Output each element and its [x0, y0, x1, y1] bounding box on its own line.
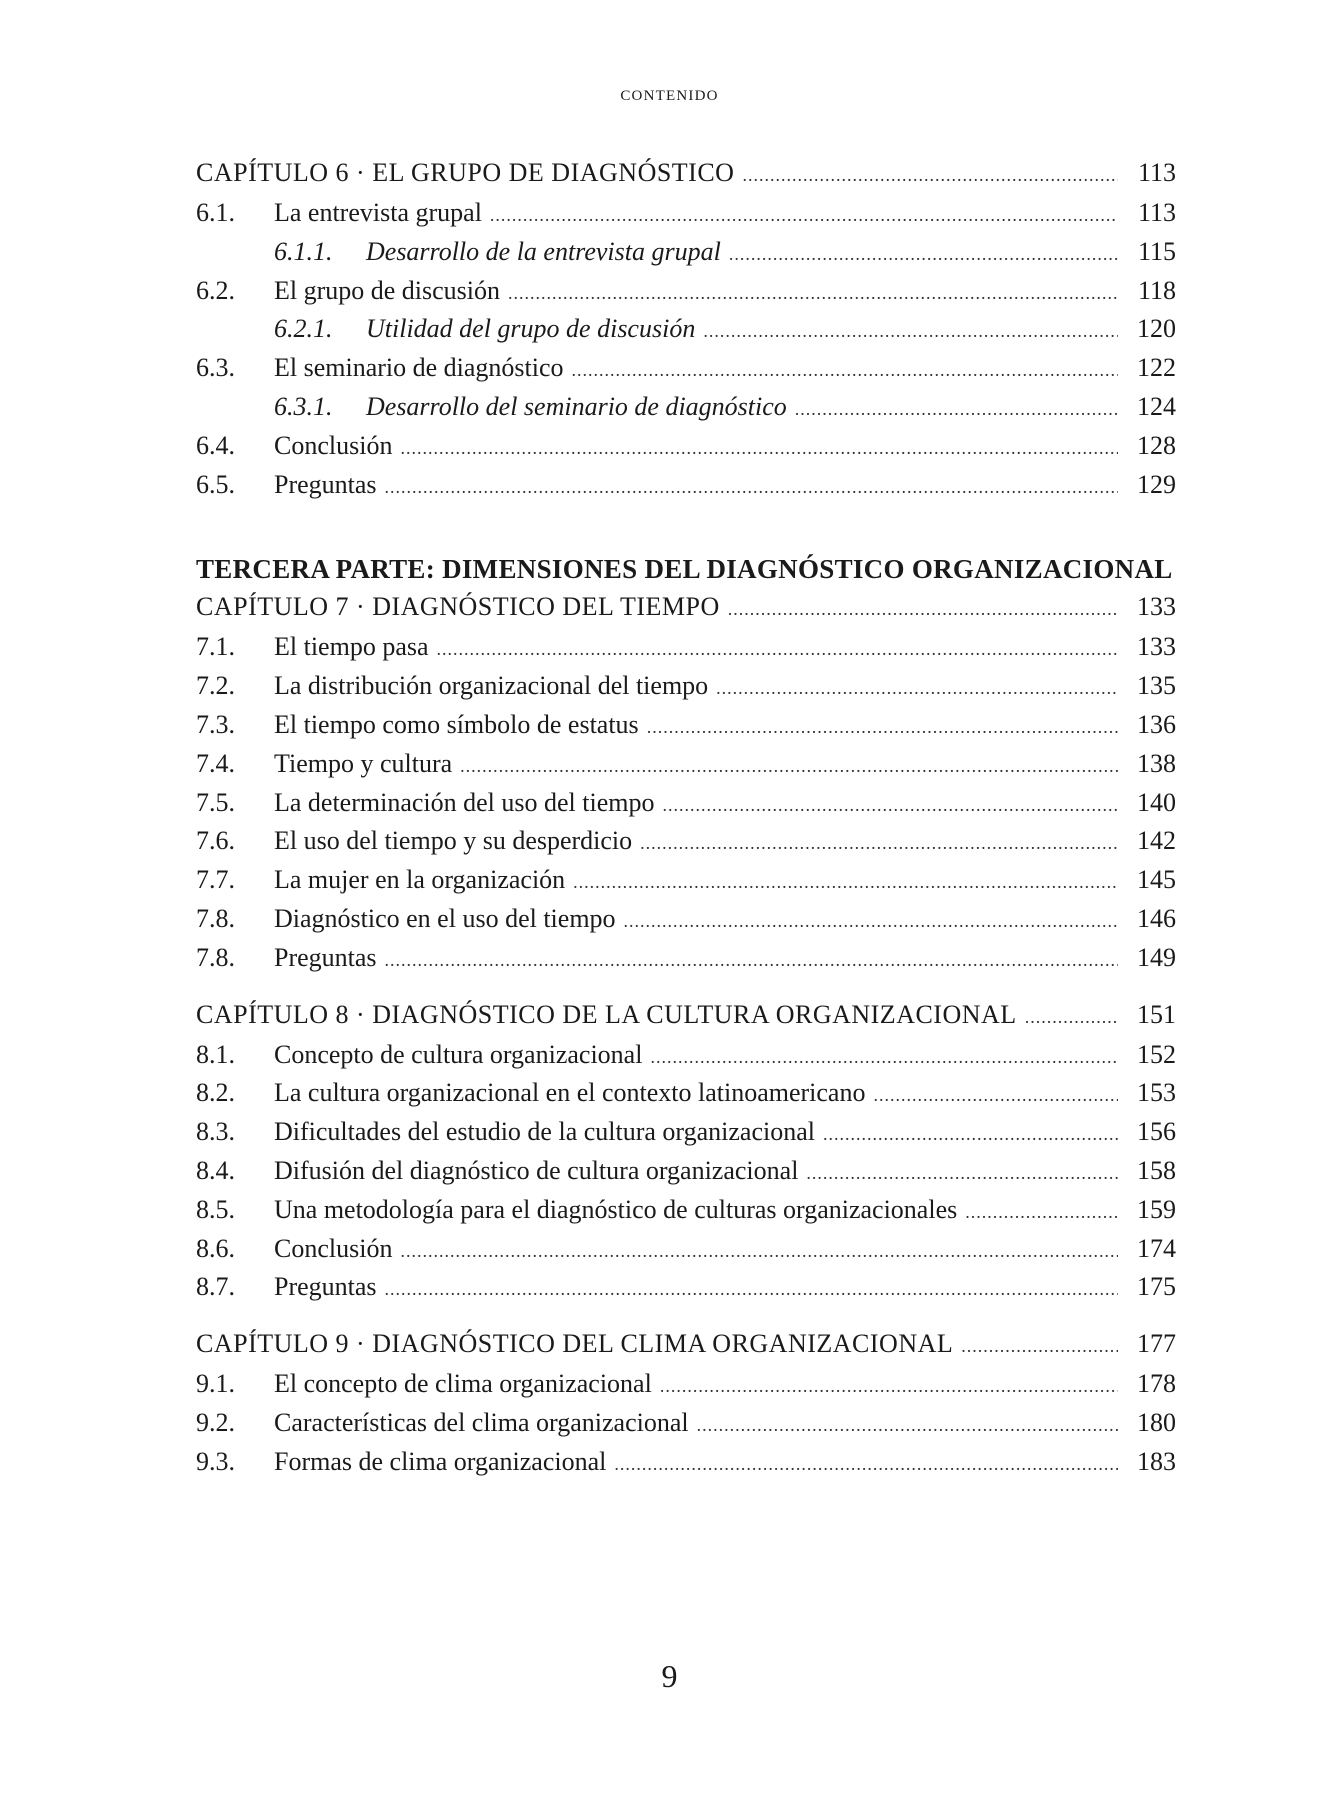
dot-leader	[728, 599, 1118, 620]
chapter-title: CAPÍTULO 8 · DIAGNÓSTICO DE LA CULTURA ORGANIZACIONAL	[196, 999, 1017, 1029]
entry-title: Preguntas	[274, 1272, 377, 1302]
page-number: 136	[1137, 709, 1176, 739]
page-number: 175	[1137, 1272, 1176, 1302]
page-number: 156	[1137, 1117, 1176, 1147]
section-gap	[196, 982, 1176, 1000]
entry-number: 7.3.	[196, 709, 235, 739]
page-number: 122	[1137, 353, 1176, 383]
dot-leader	[640, 833, 1118, 854]
page-number: 153	[1137, 1078, 1176, 1108]
page-number: 151	[1137, 999, 1176, 1029]
toc-entry[interactable]	[196, 632, 1176, 671]
entry-number: 7.6.	[196, 826, 235, 856]
chapter-7-heading[interactable]	[196, 592, 1176, 632]
dot-leader	[823, 1124, 1118, 1145]
dot-leader	[716, 678, 1118, 699]
entry-title: Difusión del diagnóstico de cultura organizacional	[274, 1155, 799, 1185]
running-head: CONTENIDO	[620, 88, 719, 104]
dot-leader	[873, 1085, 1118, 1106]
dot-leader	[1025, 1007, 1118, 1028]
toc-entry[interactable]	[196, 1117, 1176, 1156]
toc-entry[interactable]	[196, 788, 1176, 827]
entry-number: 8.1.	[196, 1039, 235, 1069]
page-number: 115	[1137, 236, 1176, 266]
toc-entry[interactable]	[196, 198, 1176, 237]
page-number: 180	[1137, 1407, 1176, 1437]
entry-title: Conclusión	[274, 430, 393, 460]
dot-leader	[460, 756, 1118, 777]
page-number: 128	[1137, 430, 1176, 460]
dot-leader	[614, 1454, 1118, 1475]
page-number: 178	[1137, 1369, 1176, 1399]
entry-title: Conclusión	[274, 1233, 393, 1263]
dot-leader	[647, 717, 1118, 738]
entry-title: El tiempo pasa	[274, 632, 429, 662]
dot-leader	[806, 1163, 1118, 1184]
entry-number: 6.3.1.	[274, 391, 333, 421]
toc-entry[interactable]	[196, 1234, 1176, 1273]
dot-leader	[624, 911, 1118, 932]
table-of-contents	[196, 158, 1176, 1486]
page-number: 174	[1137, 1233, 1176, 1263]
page-number: 140	[1137, 787, 1176, 817]
entry-title: La distribución organizacional del tiempo	[274, 671, 709, 701]
dot-leader	[965, 1202, 1118, 1223]
dot-leader	[400, 1241, 1118, 1262]
entry-title: Una metodología para el diagnóstico de culturas organizacionales	[274, 1194, 958, 1224]
entry-number: 7.5.	[196, 787, 235, 817]
dot-leader	[663, 795, 1119, 816]
entry-number: 6.2.1.	[274, 314, 333, 344]
entry-title: Formas de clima organizacional	[274, 1446, 607, 1476]
entry-title: El concepto de clima organizacional	[274, 1369, 652, 1399]
toc-entry[interactable]	[196, 431, 1176, 470]
dot-leader	[650, 1047, 1118, 1068]
entry-number: 6.3.	[196, 353, 235, 383]
entry-title: La entrevista grupal	[274, 198, 482, 227]
entry-number: 7.7.	[196, 865, 235, 895]
entry-number: 6.2.	[196, 275, 235, 305]
toc-subentry[interactable]	[196, 392, 1176, 431]
entry-number: 8.7.	[196, 1272, 235, 1302]
page-number: 183	[1137, 1446, 1176, 1476]
toc-entry[interactable]	[196, 276, 1176, 315]
chapter-6-heading[interactable]	[196, 158, 1176, 198]
chapter-9-heading[interactable]	[196, 1329, 1176, 1369]
toc-entry[interactable]	[196, 1447, 1176, 1486]
entry-title: La cultura organizacional en el contexto latinoamericano	[274, 1078, 866, 1108]
page-number: 146	[1137, 903, 1176, 933]
entry-title: El uso del tiempo y su desperdicio	[274, 826, 633, 856]
entry-title: Preguntas	[274, 469, 377, 499]
entry-number: 8.3.	[196, 1117, 235, 1147]
page-number: 124	[1137, 391, 1176, 421]
toc-entry[interactable]	[196, 826, 1176, 865]
entry-title: La mujer en la organización	[274, 865, 566, 895]
dot-leader	[508, 283, 1118, 304]
entry-number: 9.1.	[196, 1369, 235, 1399]
entry-number: 6.1.1.	[274, 236, 333, 266]
dot-leader	[660, 1376, 1118, 1397]
part-title: TERCERA PARTE: DIMENSIONES DEL DIAGNÓSTICO ORGANIZACIONAL	[196, 554, 1173, 585]
dot-leader	[697, 1415, 1118, 1436]
dot-leader	[385, 1279, 1118, 1300]
entry-number: 7.1.	[196, 632, 235, 662]
entry-number: 9.2.	[196, 1407, 235, 1437]
entry-number: 7.2.	[196, 671, 235, 701]
entry-title: Desarrollo de la entrevista grupal	[366, 236, 721, 266]
toc-subentry[interactable]	[196, 314, 1176, 353]
toc-entry[interactable]	[196, 943, 1176, 982]
entry-number: 6.1.	[196, 198, 235, 227]
dot-leader	[437, 639, 1118, 660]
entry-title: Tiempo y cultura	[274, 748, 453, 778]
entry-title: Dificultades del estudio de la cultura organizacional	[274, 1117, 815, 1147]
toc-entry[interactable]	[196, 1156, 1176, 1195]
entry-title: Características del clima organizacional	[274, 1407, 689, 1437]
dot-leader	[729, 244, 1118, 265]
toc-entry[interactable]	[196, 1040, 1176, 1079]
page-number: 177	[1137, 1329, 1176, 1359]
page-number: 113	[1137, 158, 1176, 187]
entry-number: 8.4.	[196, 1155, 235, 1185]
entry-title: El tiempo como símbolo de estatus	[274, 709, 639, 739]
chapter-8-heading[interactable]	[196, 1000, 1176, 1040]
toc-entry[interactable]	[196, 749, 1176, 788]
toc-entry[interactable]	[196, 671, 1176, 710]
page-number: 149	[1137, 942, 1176, 972]
entry-number: 7.8.	[196, 942, 235, 972]
page-number: 135	[1137, 671, 1176, 701]
dot-leader	[795, 399, 1118, 420]
page-number: 138	[1137, 748, 1176, 778]
toc-entry[interactable]	[196, 904, 1176, 943]
entry-number: 7.8.	[196, 903, 235, 933]
dot-leader	[385, 950, 1118, 971]
toc-entry[interactable]	[196, 865, 1176, 904]
entry-title: La determinación del uso del tiempo	[274, 787, 655, 817]
page-number: 145	[1137, 865, 1176, 895]
toc-entry[interactable]	[196, 1195, 1176, 1234]
toc-entry[interactable]	[196, 1369, 1176, 1408]
toc-entry[interactable]	[196, 1078, 1176, 1117]
chapter-title: CAPÍTULO 7 · DIAGNÓSTICO DEL TIEMPO	[196, 592, 720, 622]
toc-entry[interactable]	[196, 1408, 1176, 1447]
toc-entry[interactable]	[196, 353, 1176, 392]
chapter-title: CAPÍTULO 9 · DIAGNÓSTICO DEL CLIMA ORGANIZACIONAL	[196, 1329, 954, 1359]
entry-number: 9.3.	[196, 1446, 235, 1476]
page-folio: 9	[661, 1658, 678, 1694]
dot-leader	[385, 477, 1118, 498]
toc-subentry[interactable]	[196, 237, 1176, 276]
section-gap	[196, 1311, 1176, 1329]
entry-title: Desarrollo del seminario de diagnóstico	[366, 391, 787, 421]
page-number: 118	[1137, 275, 1176, 305]
toc-entry[interactable]	[196, 470, 1176, 509]
entry-number: 8.6.	[196, 1233, 235, 1263]
entry-title: Preguntas	[274, 942, 377, 972]
entry-title: El seminario de diagnóstico	[274, 353, 564, 383]
page-number: 120	[1137, 314, 1176, 344]
entry-title: Diagnóstico en el uso del tiempo	[274, 903, 616, 933]
page-number: 133	[1137, 632, 1176, 662]
entry-title: Utilidad del grupo de discusión	[366, 314, 696, 344]
dot-leader	[572, 360, 1118, 381]
page-number: 129	[1137, 469, 1176, 499]
entry-number: 7.4.	[196, 748, 235, 778]
toc-entry[interactable]	[196, 710, 1176, 749]
dot-leader	[573, 872, 1118, 893]
page-number: 142	[1137, 826, 1176, 856]
entry-title: Concepto de cultura organizacional	[274, 1039, 643, 1069]
dot-leader	[490, 205, 1118, 226]
page-number: 158	[1137, 1155, 1176, 1185]
page-number: 152	[1137, 1039, 1176, 1069]
entry-number: 6.5.	[196, 469, 235, 499]
dot-leader	[961, 1336, 1118, 1357]
dot-leader	[742, 165, 1118, 186]
page-number: 133	[1137, 592, 1176, 622]
chapter-title: CAPÍTULO 6 · EL GRUPO DE DIAGNÓSTICO	[196, 158, 735, 187]
entry-number: 8.5.	[196, 1194, 235, 1224]
dot-leader	[703, 321, 1118, 342]
dot-leader	[400, 438, 1118, 459]
toc-entry[interactable]	[196, 1272, 1176, 1311]
page-number: 159	[1137, 1194, 1176, 1224]
entry-number: 8.2.	[196, 1078, 235, 1108]
entry-title: El grupo de discusión	[274, 275, 501, 305]
entry-number: 6.4.	[196, 430, 235, 460]
page-number: 113	[1137, 198, 1176, 227]
